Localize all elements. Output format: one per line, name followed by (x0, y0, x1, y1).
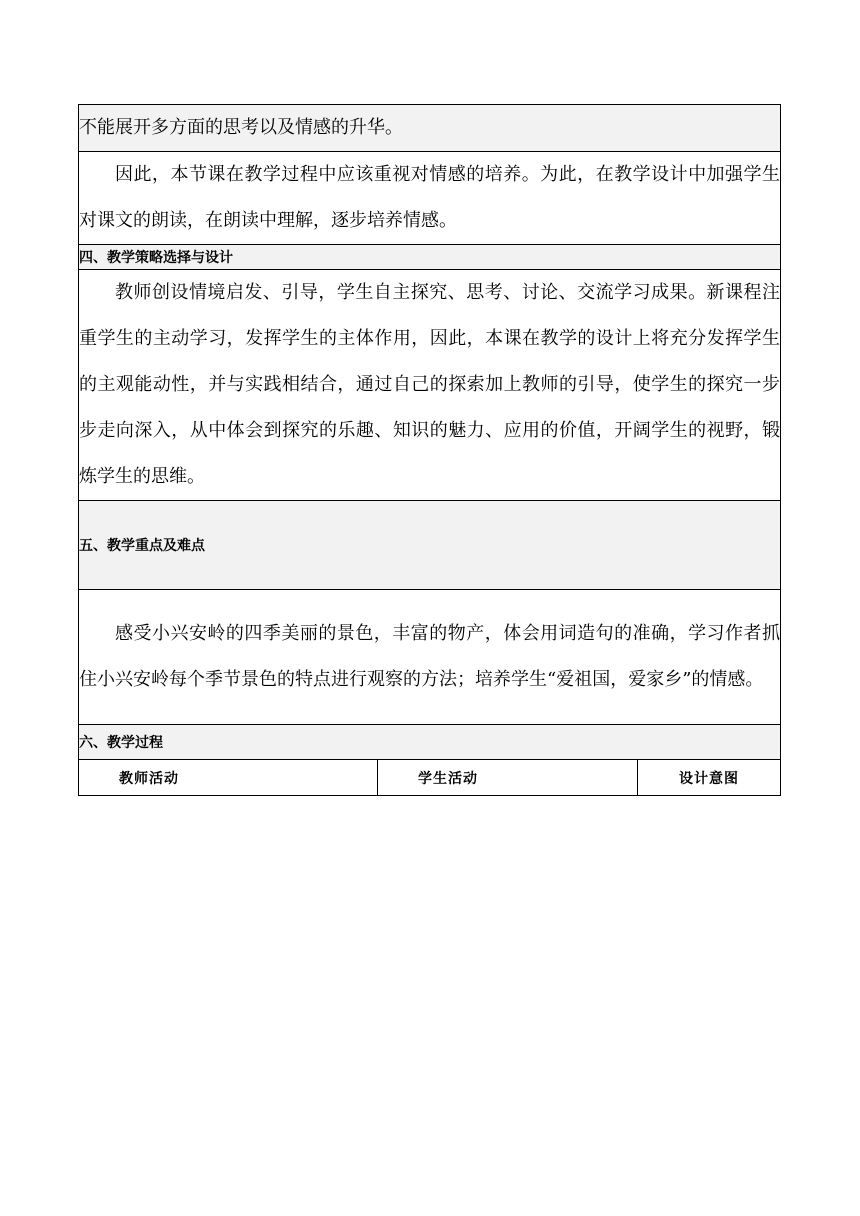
section4-heading: 四、教学策略选择与设计 (79, 245, 781, 270)
section5-paragraph: 感受小兴安岭的四季美丽的景色，丰富的物产，体会用词造句的准确，学习作者抓住小兴安岭每个季节景色的特点进行观察的方法；培养学生“爱祖国，爱家乡”的情感。 (79, 590, 781, 725)
section6-heading: 六、教学过程 (79, 725, 781, 760)
lesson-plan-table (78, 104, 781, 796)
section3-paragraph: 因此，本节课在教学过程中应该重视对情感的培养。为此，在教学设计中加强学生对课文的朗读，在朗读中理解，逐步培养情感。 (79, 152, 781, 245)
section3-continuation: 不能展开多方面的思考以及情感的升华。 (79, 105, 781, 152)
section4-paragraph: 教师创设情境启发、引导，学生自主探究、思考、讨论、交流学习成果。新课程注重学生的主动学习，发挥学生的主体作用，因此，本课在教学的设计上将充分发挥学生的主观能动性，并与实践相结合，通过自己的探索加上教师的引导，使学生的探究一步步走向深入，从中体会到探究的乐趣、知识的魅力、应用的价值，开阔学生的视野，锻炼学生的思维。 (79, 270, 781, 501)
column-header-teacher-activity: 教师活动 (79, 760, 378, 796)
column-header-design-intent: 设计意图 (638, 760, 781, 796)
section5-heading: 五、教学重点及难点 (79, 501, 781, 590)
column-header-student-activity: 学生活动 (378, 760, 638, 796)
